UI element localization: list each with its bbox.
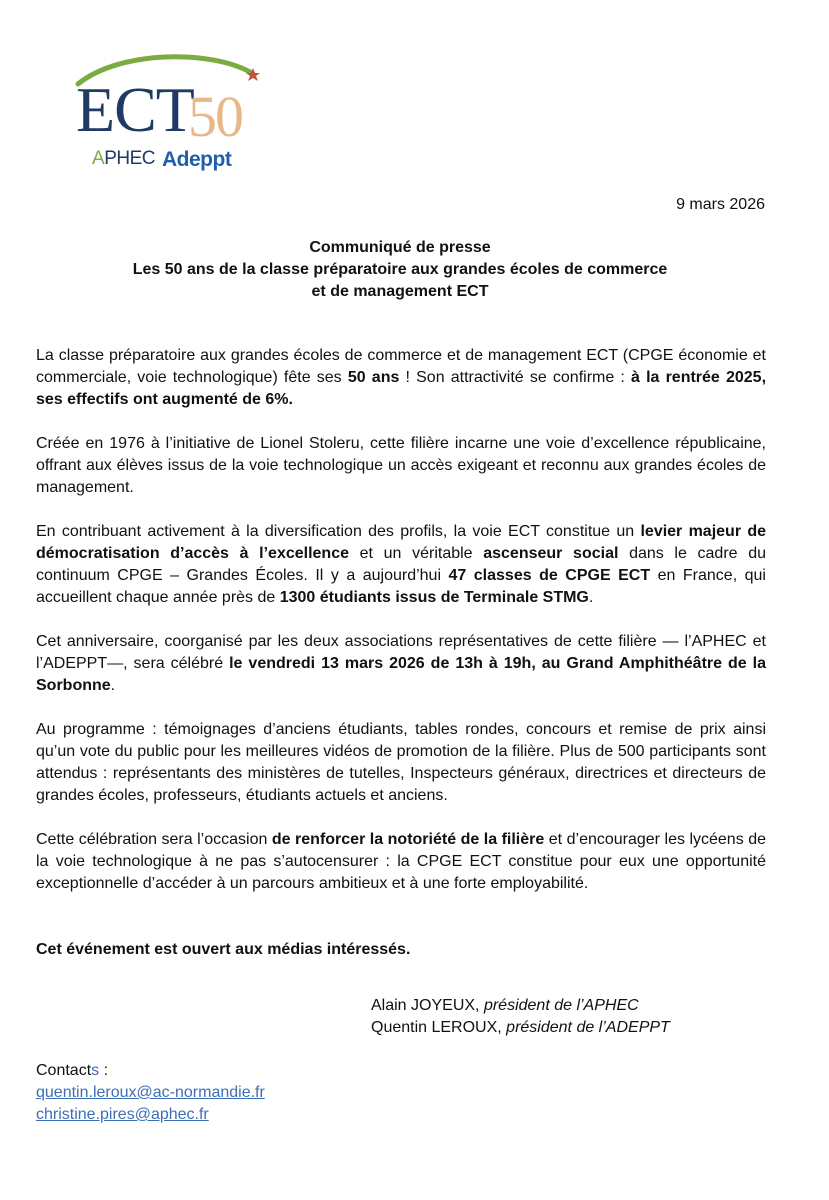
p4-bold-1: le vendredi 13 mars 2026 de 13h à 19h, au Grand Amphithéâtre de la Sorbonne (36, 655, 766, 694)
document-date: 9 mars 2026 (676, 196, 765, 213)
logo-adeppt-text: Adeppt (162, 148, 232, 171)
p3-text-2: et un véritable (349, 545, 484, 562)
p3-text-4: en France, qui accueillent chaque année près de (36, 567, 766, 606)
p4-text-1: Cet anniversaire, coorganisé par les deux associations représentatives de cette filière — l’APHEC et l’ADEPPT—, sera célébré (36, 633, 766, 672)
paragraph-1 (36, 345, 766, 411)
contacts-label-colon: : (99, 1062, 109, 1079)
signature-2-name: Quentin LEROUX, (371, 1019, 507, 1036)
aphec-rest: PHEC (104, 148, 155, 169)
signature-1-role: président de l’APHEC (483, 997, 639, 1014)
paragraph-5: Au programme : témoignages d’anciens étudiants, tables rondes, concours et remise de prix ainsi qu’un vote du public pour les meilleures vidéos de promotion de la filière. Plus de 500 participants sont attendus : représentants des ministères de tutelles, Inspecteurs généraux, directrices et directeurs de grandes écoles, professeurs, étudiants actuels et anciens. (36, 721, 766, 804)
title-line-1: Communiqué de presse (309, 239, 491, 256)
p3-text-5: . (588, 589, 594, 606)
signature-2 (371, 1017, 670, 1039)
p3-text-1: En contribuant activement à la diversification des profils, la voie ECT constitue un (36, 523, 641, 540)
signature-1 (371, 995, 670, 1017)
p6-bold-1: de renforcer la notoriété de la filière (271, 831, 545, 848)
ect50-logo (70, 48, 270, 178)
p1-text-2: ! Son attractivité se confirme : (399, 369, 632, 386)
p1-text-1: La classe préparatoire aux grandes écoles de commerce et de management ECT (CPGE économie et commerciale, voie technologique) fête ses (36, 347, 766, 386)
paragraph-4 (36, 631, 766, 697)
paragraph-3 (36, 521, 766, 609)
title-line-2: Les 50 ans de la classe préparatoire aux grandes écoles de commerce (132, 261, 668, 278)
p4-text-2: . (110, 677, 116, 694)
p1-bold-2: à la rentrée 2025, ses effectifs ont augmenté de 6%. (36, 369, 767, 408)
paragraph-2: Créée en 1976 à l’initiative de Lionel Stoleru, cette filière incarne une voie d’excellence républicaine, offrant aux élèves issus de la voie technologique un accès exigeant et reconnu aux grandes écoles de management. (36, 435, 766, 496)
logo-aphec-text (92, 148, 155, 170)
contact-email-link[interactable]: christine.pires@aphec.fr (36, 1106, 209, 1123)
aphec-initial: A (92, 148, 105, 169)
contacts-label-main: Contact (36, 1062, 92, 1079)
signature-2-role: président de l’ADEPPT (506, 1019, 670, 1036)
p3-bold-4: 1300 étudiants issus de Terminale STMG (279, 589, 589, 606)
paragraph-7 (36, 939, 766, 961)
p3-bold-1: levier majeur de démocratisation d’accès à l’excellence (36, 523, 767, 562)
title-line-3: et de management ECT (311, 283, 489, 300)
p1-bold-1: 50 ans (347, 369, 400, 386)
contacts-label-s: s (91, 1062, 100, 1079)
contacts (36, 1060, 265, 1126)
paragraph-6 (36, 829, 766, 895)
signatures (371, 995, 670, 1039)
p3-bold-2: ascenseur social (483, 545, 619, 562)
p3-bold-3: 47 classes de CPGE ECT (448, 567, 651, 584)
logo-ect-text: ECT (76, 74, 194, 145)
p6-text-1: Cette célébration sera l’occasion (36, 831, 272, 848)
media-notice: Cet événement est ouvert aux médias intéressés. (36, 941, 411, 958)
p3-text-3: dans le cadre du continuum CPGE – Grandes Écoles. Il y a aujourd’hui (36, 545, 767, 584)
contact-email-link[interactable]: quentin.leroux@ac-normandie.fr (36, 1084, 265, 1101)
signature-1-name: Alain JOYEUX, (371, 997, 484, 1014)
press-release-title (100, 237, 700, 303)
p6-text-2: et d’encourager les lycéens de la voie technologique à ne pas s’autocensurer : la CPGE ECT constitue pour eux une opportunité exceptionnelle d’accéder à un parcours ambitieux et à une forte employabilité. (36, 831, 767, 892)
press-release-body (36, 345, 766, 983)
logo-50-text: 50 (188, 84, 242, 149)
contacts-label (36, 1060, 265, 1082)
